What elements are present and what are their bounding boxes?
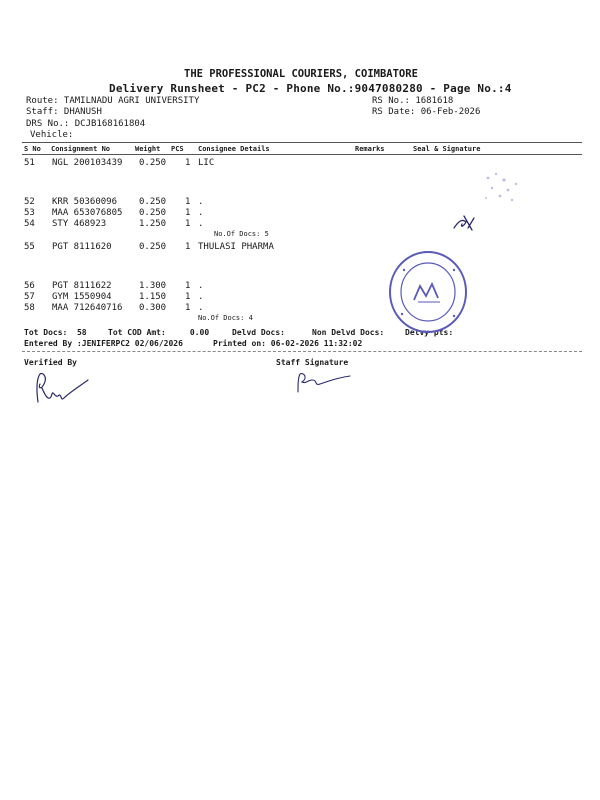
row-sno: 54 <box>24 219 35 229</box>
row-pcs: 1 <box>185 219 191 229</box>
row-consignee: THULASI PHARMA <box>198 242 274 252</box>
row-consignment: MAA 653076805 <box>52 208 123 218</box>
rs-number: RS No.: 1681618 <box>372 96 454 106</box>
row-pcs: 1 <box>185 303 191 313</box>
row-consignee: . <box>198 303 204 313</box>
row-weight: 1.250 <box>139 219 167 229</box>
row-consignee: . <box>198 292 204 302</box>
verified-by-label: Verified By <box>24 358 77 367</box>
row-weight: 0.250 <box>139 197 167 207</box>
row-sno: 53 <box>24 208 35 218</box>
row-pcs: 1 <box>185 281 191 291</box>
row-consignee: . <box>198 208 204 218</box>
staff-label: Staff: DHANUSH <box>26 107 102 117</box>
row-consignment: STY 468923 <box>52 219 107 229</box>
staff-signature-label: Staff Signature <box>276 358 349 367</box>
row-sno: 58 <box>24 303 35 313</box>
delivered-docs: Delvd Docs: <box>232 328 285 337</box>
row-weight: 0.250 <box>139 158 167 168</box>
row-pcs: 1 <box>185 292 191 302</box>
non-delivered-docs: Non Delvd Docs: <box>312 328 385 337</box>
totals-rule <box>22 351 582 352</box>
verified-signature <box>28 368 98 408</box>
row-weight: 0.250 <box>139 242 167 252</box>
col-remarks: Remarks <box>355 145 385 153</box>
row-weight: 1.300 <box>139 281 167 291</box>
row-consignee: . <box>198 281 204 291</box>
header-bottom-rule <box>22 154 582 155</box>
row-weight: 0.250 <box>139 208 167 218</box>
row-consignment: PGT 8111620 <box>52 242 112 252</box>
row-consignment: MAA 712640716 <box>52 303 123 313</box>
company-name: THE PROFESSIONAL COURIERS, COIMBATORE <box>184 68 418 80</box>
delivery-points: Delvy pts: <box>405 328 454 337</box>
col-seal: Seal & Signature <box>413 145 481 153</box>
drs-label: DRS No.: DCJB168161804 <box>26 119 146 129</box>
printed-on: Printed on: 06-02-2026 11:32:02 <box>213 339 363 348</box>
total-docs: Tot Docs: 58 <box>24 328 87 337</box>
col-weight: Weight <box>135 145 161 153</box>
group-doc-count: No.Of Docs: 4 <box>198 314 253 322</box>
row-consignment: NGL 200103439 <box>52 158 123 168</box>
row-consignee: . <box>198 219 204 229</box>
runsheet-title: Delivery Runsheet - PC2 - Phone No.:9047080280 - Page No.:4 <box>109 82 512 95</box>
col-consignment: Consignment No <box>51 145 111 153</box>
entered-by: Entered By :JENIFERPC2 02/06/2026 <box>24 339 183 348</box>
row-weight: 1.150 <box>139 292 167 302</box>
row-sno: 52 <box>24 197 35 207</box>
col-sno: S No <box>24 145 41 153</box>
row-sno: 56 <box>24 281 35 291</box>
staff-signature <box>292 370 354 396</box>
row-sno: 57 <box>24 292 35 302</box>
row-sno: 51 <box>24 158 35 168</box>
row-consignee: LIC <box>198 158 215 168</box>
col-pcs: PCS <box>171 145 184 153</box>
row-consignment: PGT 8111622 <box>52 281 112 291</box>
header-top-rule <box>22 142 582 143</box>
faded-stamp-mark <box>478 166 528 210</box>
row-sno: 55 <box>24 242 35 252</box>
company-seal-stamp <box>384 246 474 338</box>
row-pcs: 1 <box>185 158 191 168</box>
col-consignee: Consignee Details <box>198 145 270 153</box>
route-label: Route: TAMILNADU AGRI UNIVERSITY <box>26 96 200 106</box>
group-doc-count: No.Of Docs: 5 <box>214 230 269 238</box>
ink-scribble-mark <box>450 212 480 234</box>
row-consignee: . <box>198 197 204 207</box>
row-pcs: 1 <box>185 242 191 252</box>
rs-date: RS Date: 06-Feb-2026 <box>372 107 481 117</box>
row-pcs: 1 <box>185 197 191 207</box>
row-consignment: GYM 1550904 <box>52 292 112 302</box>
total-cod: Tot COD Amt: 0.00 <box>108 328 210 337</box>
row-weight: 0.300 <box>139 303 167 313</box>
vehicle-label: Vehicle: <box>30 130 74 140</box>
row-consignment: KRR 50360096 <box>52 197 118 207</box>
row-pcs: 1 <box>185 208 191 218</box>
